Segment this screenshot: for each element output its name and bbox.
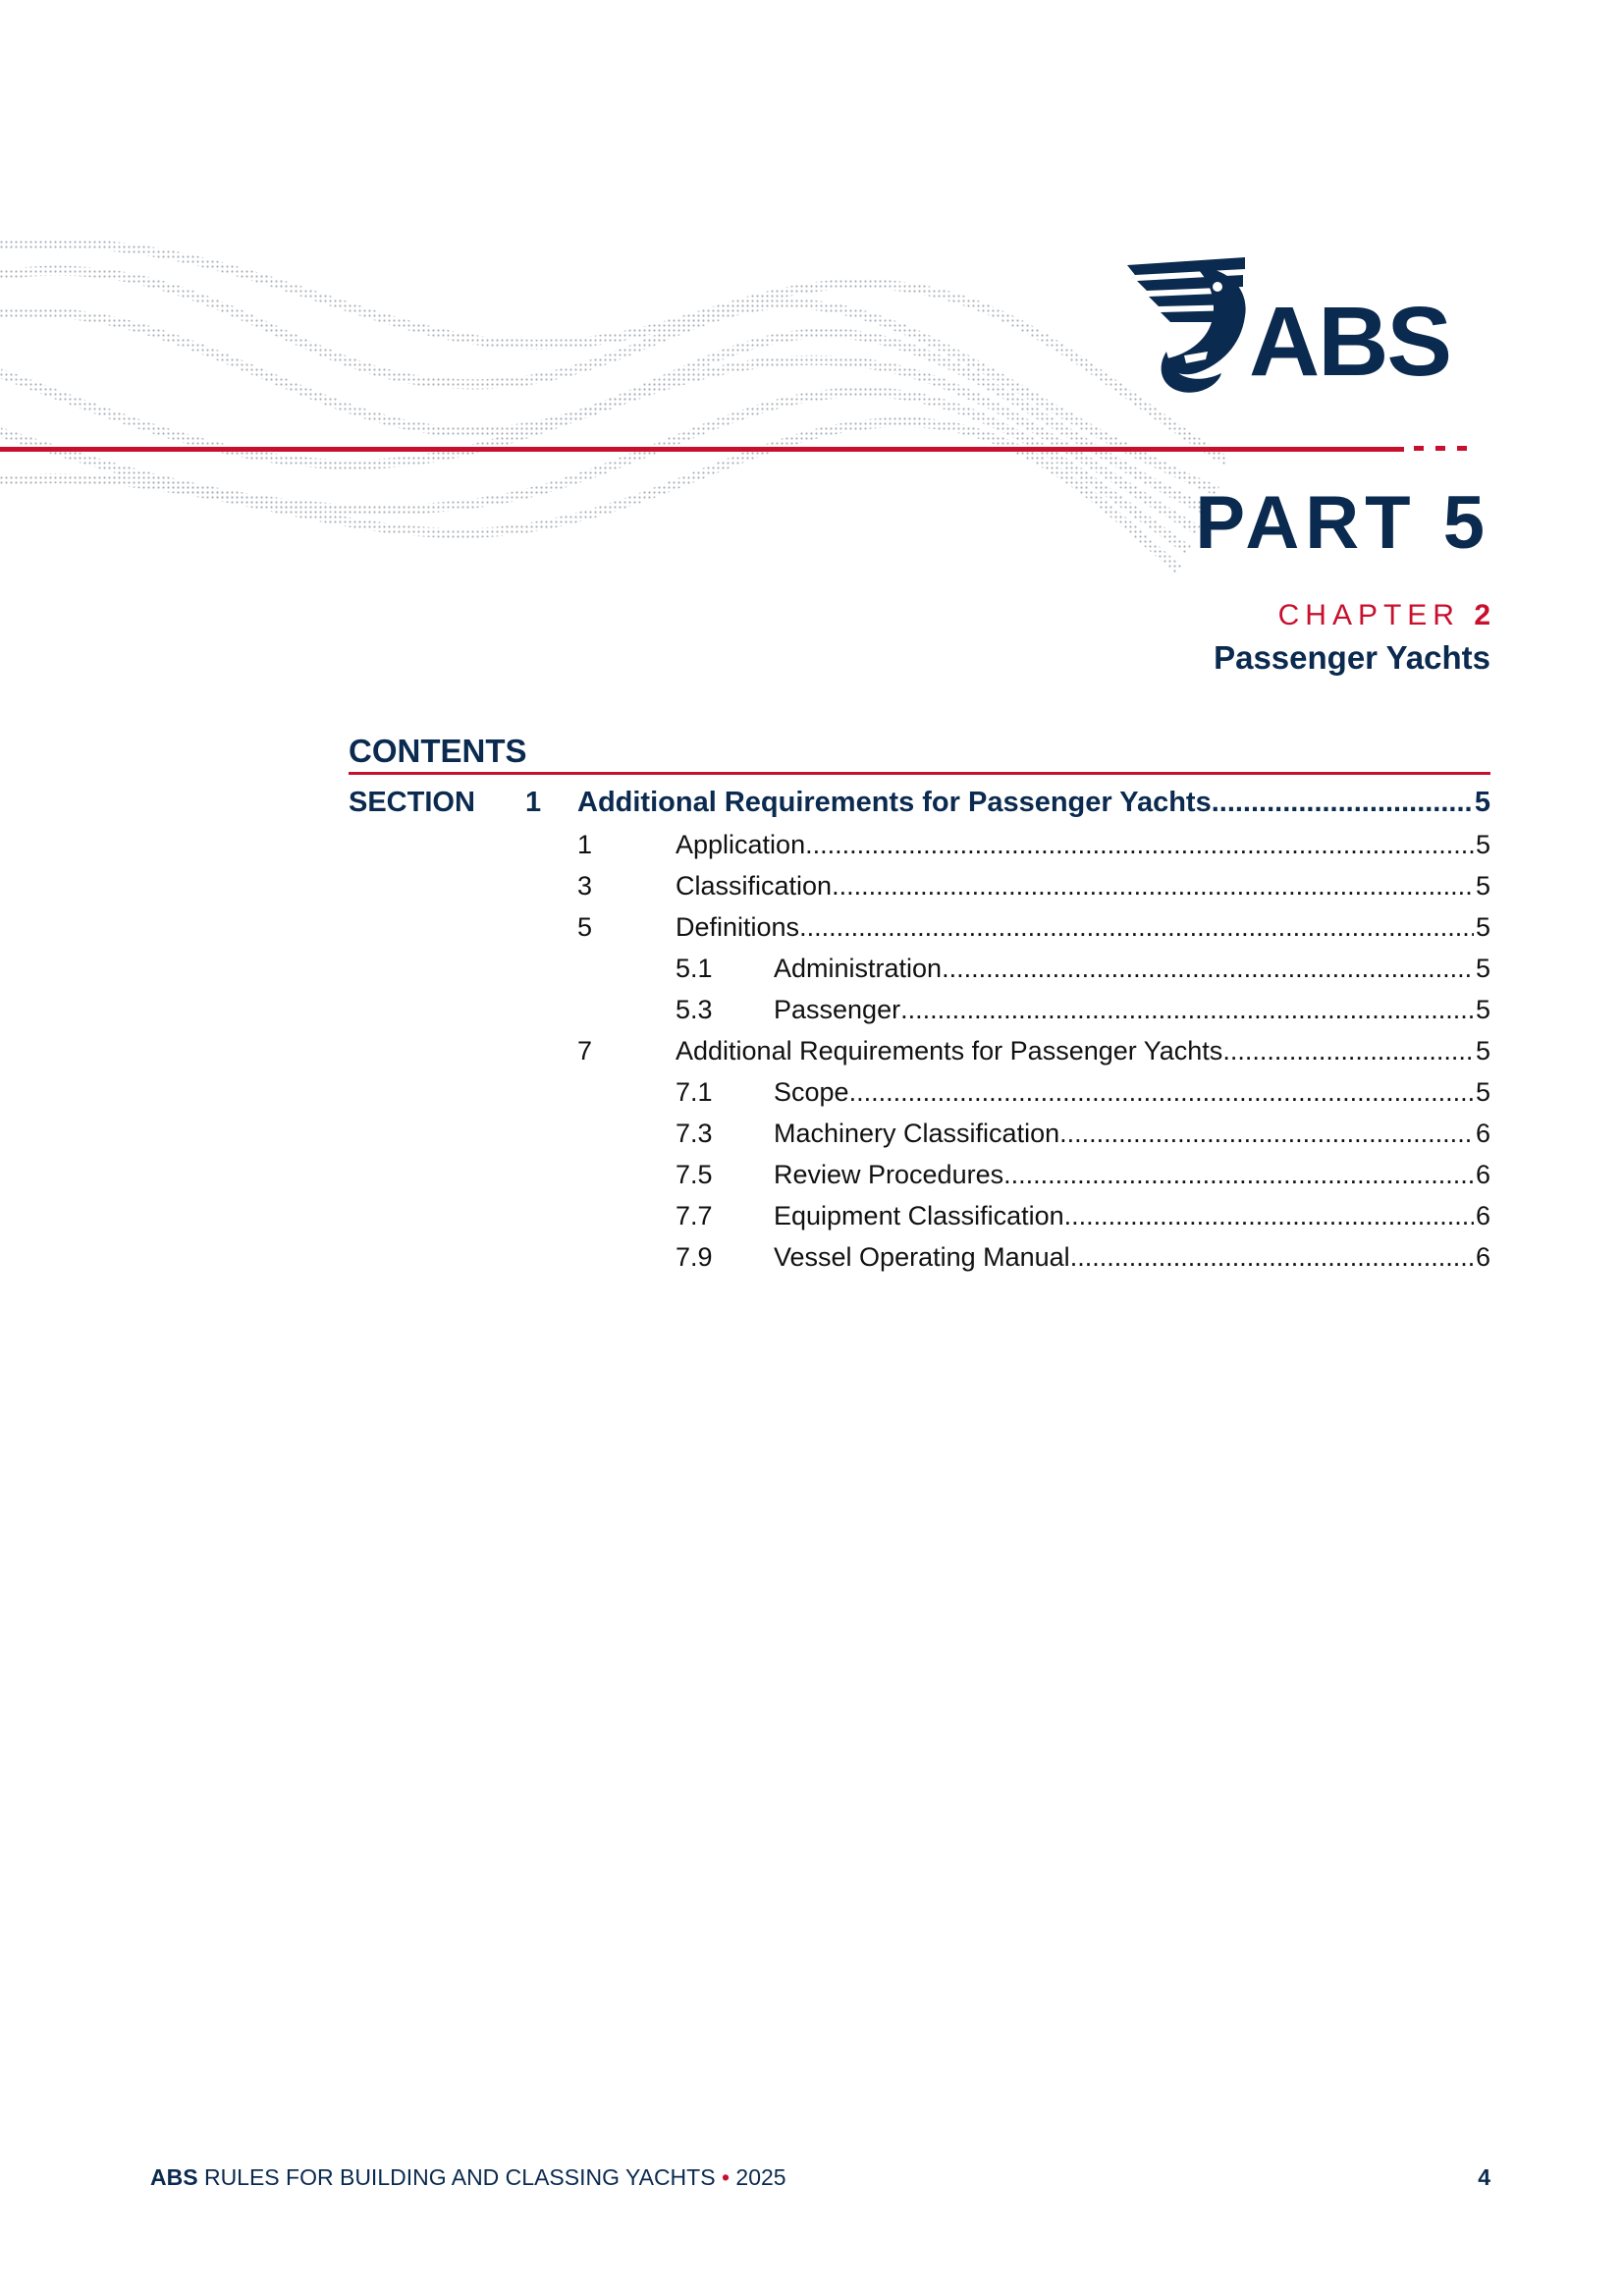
entry-number: 1 [577,830,593,859]
toc-entry[interactable] [774,948,1490,989]
toc-entry[interactable] [774,1071,1490,1113]
footer-year: 2025 [735,2164,786,2190]
dot-leader [1222,1030,1474,1071]
entry-page: 5 [1475,995,1490,1024]
entry-title: Application [676,830,806,859]
dot-leader [1059,1113,1474,1154]
entry-title: Review Procedures [774,1160,1004,1189]
entry-title: Additional Requirements for Passenger Yachts [676,1036,1223,1066]
section-number: 1 [525,787,542,818]
dot-leader [942,948,1474,989]
red-dash-marks [1414,445,1473,453]
dot-leader [849,1071,1474,1113]
entry-number: 5.1 [676,954,713,983]
footer-brand: ABS [150,2164,198,2190]
header-red-rule [0,447,1404,452]
entry-page: 5 [1475,871,1490,901]
toc-subentry-row[interactable] [349,1154,1490,1195]
entry-page: 6 [1475,1160,1490,1189]
toc-entry[interactable] [774,1113,1490,1154]
toc-entry[interactable] [774,1236,1490,1278]
entry-number: 7 [577,1036,593,1066]
entry-title: Passenger [774,995,901,1024]
entry-page: 5 [1475,954,1490,983]
toc-entry[interactable] [676,906,1490,948]
section-title: Additional Requirements for Passenger Yachts [577,787,1212,818]
entry-number: 5.3 [676,995,713,1024]
abs-logo-wordmark: ABS [1249,287,1451,397]
dot-leader [799,906,1474,948]
toc-subentry-row[interactable] [349,1071,1490,1113]
dotted-wave-graphic [0,236,1227,609]
entry-title: Administration [774,954,943,983]
toc-subentry-row[interactable] [349,1236,1490,1278]
toc-entry[interactable] [774,1154,1490,1195]
entry-title: Vessel Operating Manual [774,1242,1070,1272]
entry-title: Equipment Classification [774,1201,1064,1230]
section-label: SECTION [349,787,475,818]
chapter-name: Passenger Yachts [1214,639,1490,676]
entry-page: 5 [1475,1036,1490,1066]
entry-page: 5 [1475,830,1490,859]
section-entry[interactable] [577,781,1490,824]
entry-number: 7.3 [676,1119,713,1148]
entry-page: 5 [1475,1077,1490,1107]
chapter-number: 2 [1474,599,1490,631]
chapter-line [1278,601,1490,630]
chapter-label: CHAPTER [1277,599,1460,631]
page-number: 4 [1478,2164,1490,2190]
entry-number: 5 [577,912,593,942]
entry-number: 7.9 [676,1242,713,1272]
entry-page: 6 [1475,1201,1490,1230]
toc-entry[interactable] [774,989,1490,1030]
dot-leader [1070,1236,1474,1278]
dot-leader [1064,1195,1474,1236]
toc-entry-row[interactable] [349,865,1490,906]
dot-leader [1003,1154,1474,1195]
dot-leader [832,865,1474,906]
entry-page: 6 [1475,1242,1490,1272]
entry-number: 3 [577,871,593,901]
toc-section-row[interactable] [349,781,1490,824]
contents-heading: CONTENTS [349,733,527,769]
toc-entry[interactable] [676,1030,1490,1071]
footer-title: RULES FOR BUILDING AND CLASSING YACHTS [203,2164,716,2190]
toc-entry-row[interactable] [349,906,1490,948]
entry-title: Classification [676,871,833,901]
entry-page: 5 [1475,912,1490,942]
footer-bullet: • [721,2164,730,2190]
entry-number: 7.1 [676,1077,713,1107]
entry-title: Definitions [676,912,800,942]
dot-leader [1212,781,1473,824]
entry-number: 7.7 [676,1201,713,1230]
toc-entry[interactable] [676,865,1490,906]
table-of-contents [349,781,1490,1278]
entry-number: 7.5 [676,1160,713,1189]
page-footer [150,2166,786,2189]
toc-entry[interactable] [676,824,1490,865]
dot-leader [900,989,1474,1030]
toc-subentry-row[interactable] [349,1113,1490,1154]
entry-page: 6 [1475,1119,1490,1148]
entry-title: Scope [774,1077,849,1107]
toc-entry-row[interactable] [349,1030,1490,1071]
toc-subentry-row[interactable] [349,1195,1490,1236]
section-page: 5 [1474,787,1490,818]
contents-red-rule [349,772,1490,775]
toc-entry-row[interactable] [349,824,1490,865]
entry-title: Machinery Classification [774,1119,1060,1148]
part-title: PART 5 [1195,481,1490,565]
toc-entry[interactable] [774,1195,1490,1236]
toc-subentry-row[interactable] [349,989,1490,1030]
dot-leader [805,824,1474,865]
toc-subentry-row[interactable] [349,948,1490,989]
